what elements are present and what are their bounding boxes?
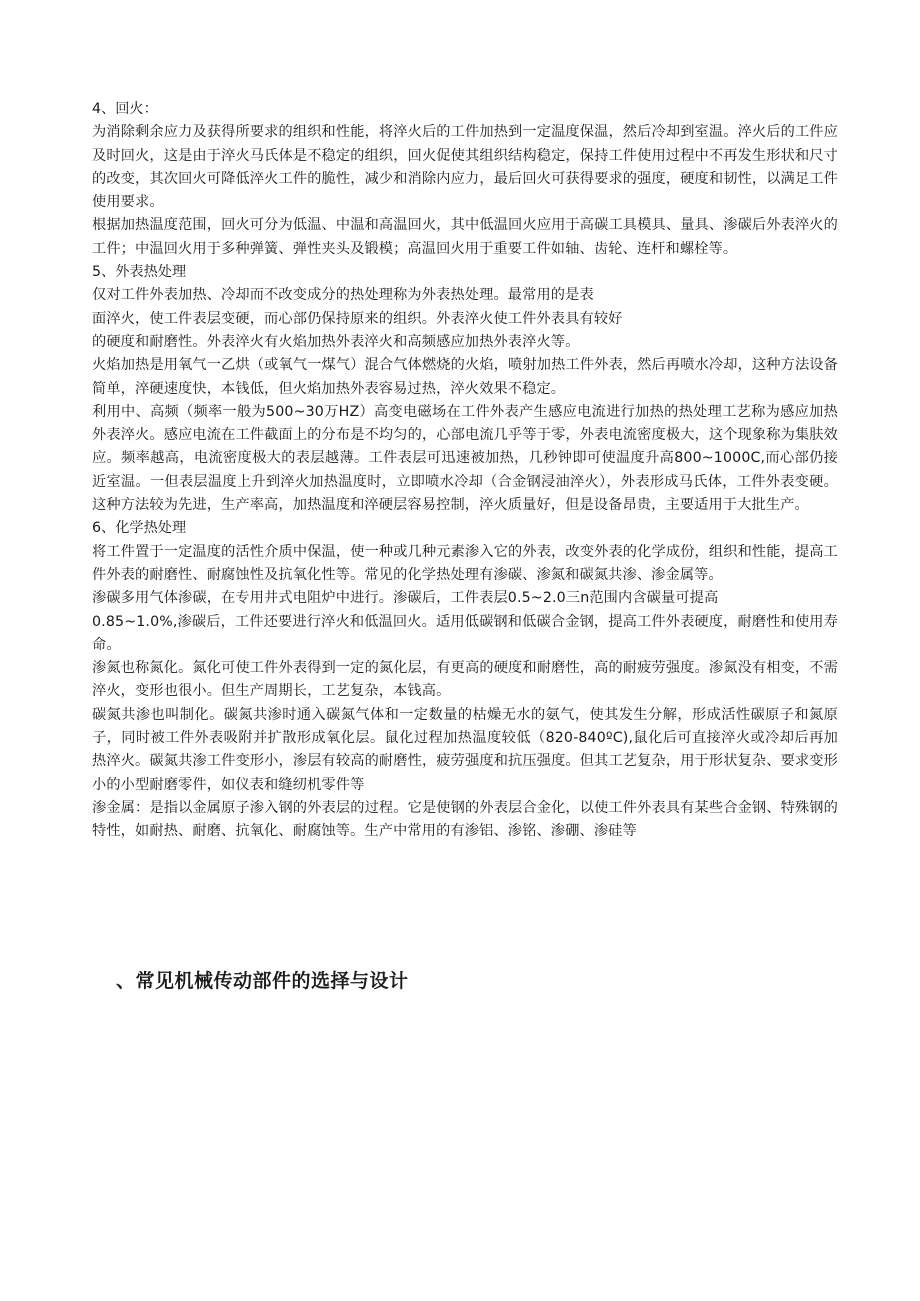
paragraph: 利用中、高频（频率一般为500~30万HZ）高变电磁场在工件外表产生感应电流进行加热的热处理工艺称为感应加热外表淬火。感应电流在工件截面上的分布是不均匀的，心部电流几乎等于零，外表电流密度极大，这个现象称为集肤效应。频率越高，电流密度极大的表层越薄。工件表层可迅速被加热，几秒钟即可使温度升高800~1000C,而心部仍接近室温。一但表层温度上升到淬火加热温度时，立即喷水冷却（合金钢浸油淬火），外表形成马氏体，工件外表变硬。这种方法较为先进，生产率高，加热温度和淬硬层容易控制，淬火质量好，但是设备昂贵，主要适用于大批生产。	[92, 403, 838, 514]
text-line: 仅对工件外表加热、冷却而不改变成分的热处理称为外表热处理。最常用的是表	[92, 287, 594, 304]
section-heading-surface-treatment: 5、外表热处理	[92, 264, 187, 281]
document-body	[92, 98, 838, 844]
paragraph: 根据加热温度范围，回火可分为低温、中温和高温回火，其中低温回火应用于高碳工具模具、量具、渗碳后外表淬火的工件；中温回火用于多种弹簧、弹性夹头及锻模；高温回火用于重要工件如轴、齿轮、连杆和螺栓等。	[92, 217, 838, 257]
paragraph: 为消除剩余应力及获得所要求的组织和性能，将淬火后的工件加热到一定温度保温，然后冷却到室温。淬火后的工件应及时回火，这是由于淬火马氏体是不稳定的组织，回火促使其组织结构稳定，保持工件使用过程中不再发生形状和尺寸的改变，其次回火可降低淬火工件的脆性，减少和消除内应力，最后回火可获得要求的强度，硬度和韧性，以满足工件使用要求。	[92, 124, 838, 211]
section-heading-tempering: 4、回火：	[92, 101, 158, 117]
paragraph: 0.85~1.0%,渗碳后，工件还要进行淬火和低温回火。适用低碳钢和低碳合金钢，提高工件外表硬度，耐磨性和使用寿命。	[92, 613, 838, 653]
text-line: 渗碳多用气体渗碳，在专用井式电阻炉中进行。渗碳后，工件表层0.5~2.0三n范围内含碳量可提高	[92, 590, 719, 607]
paragraph: 碳氮共渗也叫制化。碳氮共渗时通入碳氮气体和一定数量的枯燥无水的氨气，使其发生分解，形成活性碳原子和氮原子，同时被工件外表吸附并扩散形成氧化层。鼠化过程加热温度较低（820-840ºC),鼠化后可直接淬火或冷却后再加热淬火。碳氮共渗工件变形小，渗层有较高的耐磨性，疲劳强度和抗压强度。但其工艺复杂，用于形状复杂、要求变形小的小型耐磨零件，如仪表和缝纫机零件等	[92, 706, 838, 793]
paragraph: 火焰加热是用氧气一乙烘（或氧气一煤气）混合气体燃烧的火焰，喷射加热工件外表，然后再喷水冷却，这种方法设备简单，淬硬速度快，本钱低，但火焰加热外表容易过热，淬火效果不稳定。	[92, 357, 838, 397]
text-line: 的硬度和耐磨性。外表淬火有火焰加热外表淬火和高频感应加热外表淬火等。	[92, 333, 580, 350]
paragraph: 渗金属：是指以金属原子渗入钢的外表层的过程。它是使钢的外表层合金化，以使工件外表具有某些合金钢、特殊钢的特性，如耐热、耐磨、抗氧化、耐腐蚀等。生产中常用的有渗铝、渗铭、渗硼、渗硅等	[92, 799, 838, 840]
paragraph: 将工件置于一定温度的活性介质中保温，使一种或几种元素渗入它的外表，改变外表的化学成份，组织和性能，提高工件外表的耐磨性、耐腐蚀性及抗氧化性等。常见的化学热处理有渗碳、渗氮和碳氮共渗、渗金属等。	[92, 543, 838, 583]
section-heading-chemical-treatment: 6、化学热处理	[92, 520, 187, 537]
text-line: 面淬火，使工件表层变硬，而心部仍保持原来的组织。外表淬火使工件外表具有较好	[92, 310, 623, 327]
paragraph: 渗氮也称氮化。氮化可使工件外表得到一定的氮化层，有更高的硬度和耐磨性，高的耐疲劳强度。渗氮没有相变，不需淬火，变形也很小。但生产周期长，工艺复杂，本钱高。	[92, 660, 838, 700]
chapter-title: 、常见机械传动部件的选择与设计	[116, 970, 409, 992]
